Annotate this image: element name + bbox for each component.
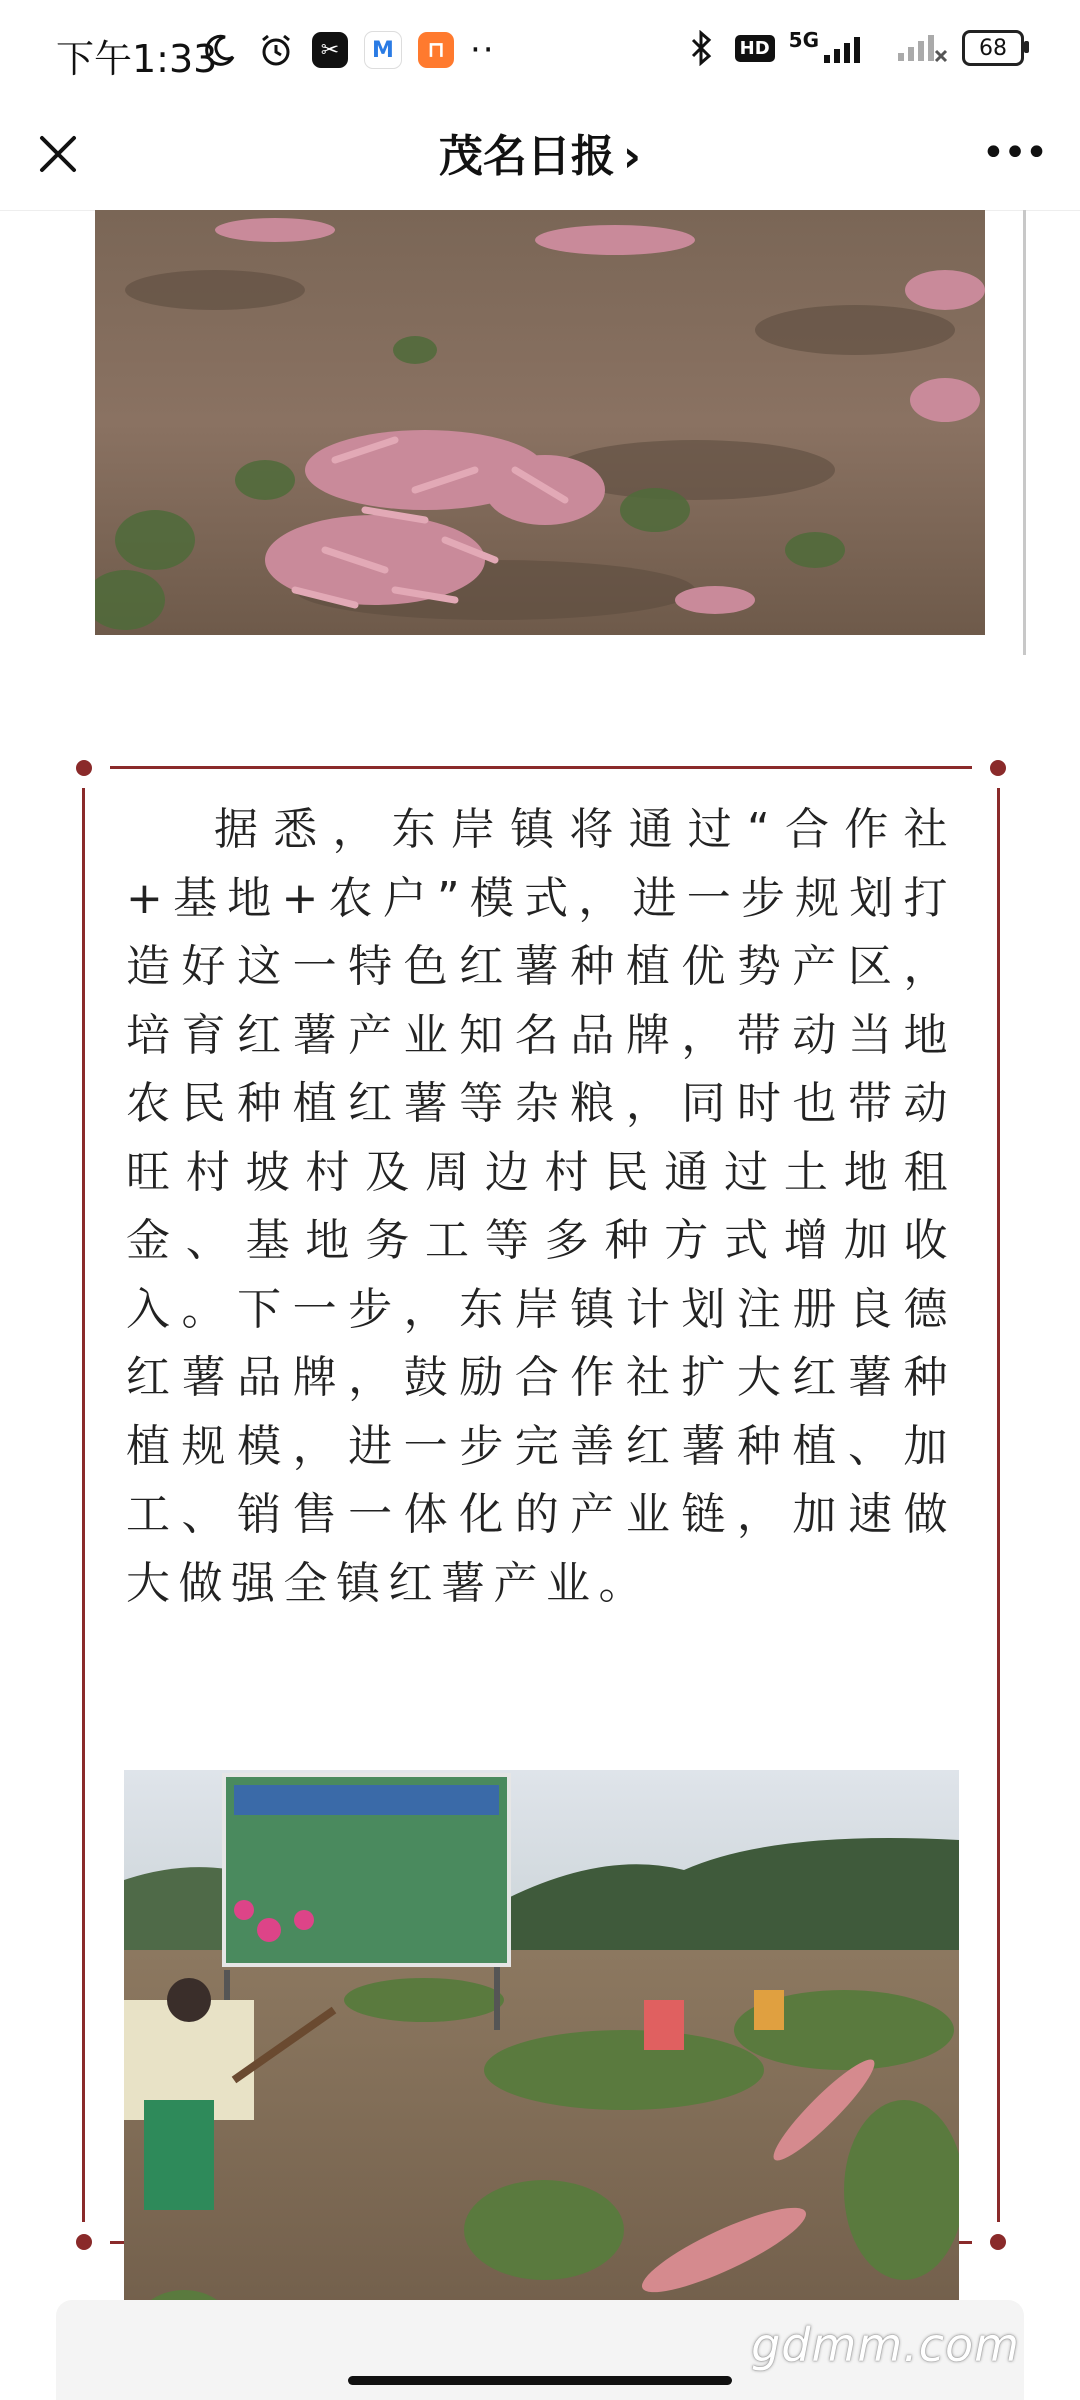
signal-5g-icon: 5G: [789, 31, 882, 65]
account-title-link[interactable]: [0, 120, 1080, 184]
chevron-right-icon: ›: [622, 131, 642, 182]
article-frame: [82, 760, 1000, 2250]
hd-icon: HD: [735, 35, 775, 62]
article-paragraph: 据悉，东岸镇将通过“合作社+基地+农户”模式，进一步规划打造好这一特色红薯种植优势产区，培育红薯产业知名品牌，带动当地农民种植红薯等杂粮，同时也带动旺村坡村及周边村民通过土地租金、基地务工等多种方式增加收入。下一步，东岸镇计划注册良德红薯品牌，鼓励合作社扩大红薯种植规模，进一步完善红薯种植、加工、销售一体化的产业链，加速做大做强全镇红薯产业。: [126, 804, 956, 1609]
frame-corner-dot: [990, 760, 1006, 776]
moon-icon: [200, 30, 240, 70]
top-nav-bar: [0, 100, 1080, 211]
shopping-app-icon: ⊓: [418, 32, 454, 68]
status-time: 下午1:33: [56, 37, 218, 81]
watermark: gdmm.com: [751, 2318, 1020, 2372]
account-name: 茂名日报: [438, 131, 615, 182]
bluetooth-icon: [681, 28, 721, 68]
more-dots-icon: •••: [981, 130, 1047, 176]
frame-top-line: [110, 766, 972, 769]
article-content: [0, 210, 1080, 2400]
frame-right-line: [997, 788, 1000, 2222]
frame-corner-dot: [76, 2234, 92, 2250]
frame-left-line: [82, 788, 85, 2222]
alarm-icon: [256, 30, 296, 70]
frame-corner-dot: [990, 2234, 1006, 2250]
status-bar: [0, 0, 1080, 100]
signal-icon: [896, 29, 948, 67]
home-indicator[interactable]: [348, 2376, 732, 2385]
scrollbar[interactable]: [1023, 210, 1026, 655]
more-notifications-icon: ··: [470, 30, 496, 70]
battery-icon: 68: [962, 30, 1024, 66]
more-options-button[interactable]: [981, 128, 1047, 178]
frame-corner-dot: [76, 760, 92, 776]
status-left-icons: [200, 30, 496, 70]
sweet-potato-field-photo[interactable]: [95, 210, 985, 635]
status-right-icons: [681, 28, 1024, 68]
meituan-app-icon: M: [364, 31, 402, 69]
capcut-app-icon: ✂: [312, 32, 348, 68]
